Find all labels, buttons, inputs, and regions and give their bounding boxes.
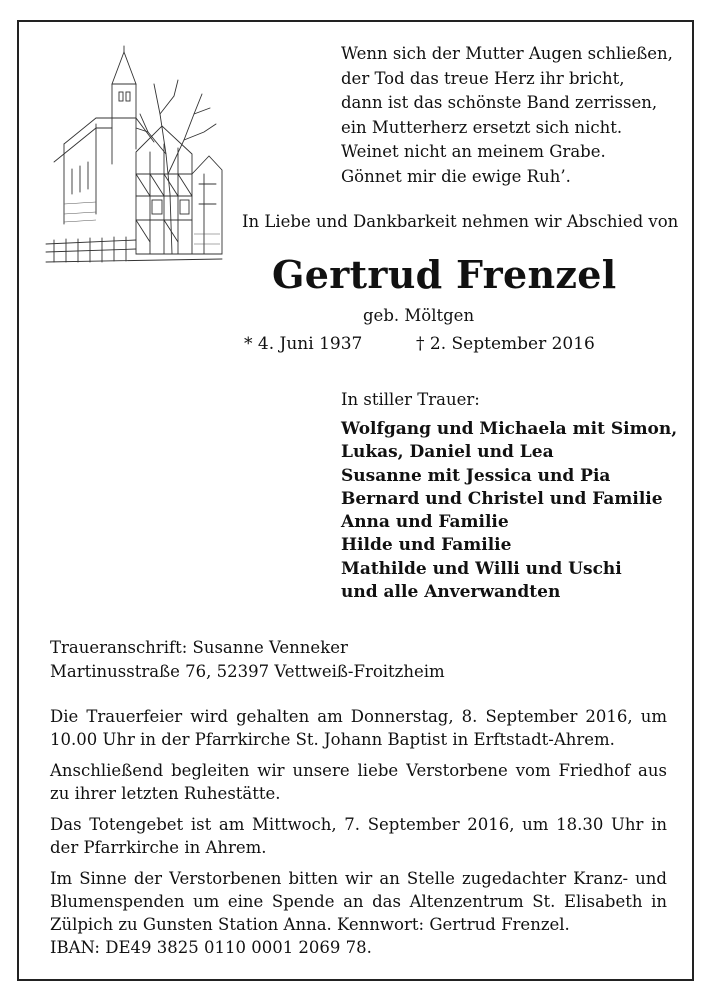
burial-paragraph: Anschließend begleiten wir unsere liebe Verstorbene vom Friedhof aus zu ihrer letzten Ruhestätte. xyxy=(50,761,667,803)
poem-line: Wenn sich der Mutter Augen schließen, xyxy=(341,44,673,63)
funeral-details xyxy=(50,705,667,959)
birth-date: * 4. Juni 1937 xyxy=(244,334,363,354)
mourners-label: In stiller Trauer: xyxy=(341,390,480,409)
mourners-list xyxy=(341,418,677,604)
poem-line: Weinet nicht an meinem Grabe. xyxy=(341,142,606,161)
mourner-entry: Anna und Familie xyxy=(341,512,509,533)
mourner-entry: und alle Anverwandten xyxy=(341,582,561,603)
funeral-service-paragraph: Die Trauerfeier wird gehalten am Donnerstag, 8. September 2016, um 10.00 Uhr in der Pfarrkirche St. Johann Baptist in Erftstadt-Ahrem. xyxy=(50,707,667,749)
mourner-entry: Susanne mit Jessica und Pia xyxy=(341,465,611,486)
mourner-entry: Bernard und Christel und Familie xyxy=(341,488,663,509)
mourner-entry: Wolfgang und Michaela mit Simon, xyxy=(341,419,678,439)
deceased-name: Gertrud Frenzel xyxy=(272,252,617,297)
poem xyxy=(341,42,673,189)
poem-line: Gönnet mir die ewige Ruh’. xyxy=(341,166,571,186)
birth-name: geb. Möltgen xyxy=(363,306,475,325)
mourning-address xyxy=(50,636,445,684)
address-line-street: Martinusstraße 76, 52397 Vettweiß-Froitzheim xyxy=(50,662,445,681)
iban-line: IBAN: DE49 3825 0110 0001 2069 78. xyxy=(50,938,372,957)
address-line-contact: Traueranschrift: Susanne Venneker xyxy=(50,638,348,657)
death-date: † 2. September 2016 xyxy=(416,334,595,354)
farewell-intro: In Liebe und Dankbarkeit nehmen wir Abschied von xyxy=(242,212,679,231)
donation-paragraph: Im Sinne der Verstorbenen bitten wir an Stelle zugedachter Kranz- und Blumenspenden um eine Spende an das Altenzentrum St. Elisabeth in Zülpich zu Gunsten Station Anna. Kennwort: Gertrud Frenzel. xyxy=(50,869,667,934)
mourner-entry: Mathilde und Willi und Uschi xyxy=(341,558,622,579)
church-sketch-illustration xyxy=(44,44,224,269)
mourner-entry: Lukas, Daniel und Lea xyxy=(341,442,554,463)
mourner-entry: Hilde und Familie xyxy=(341,535,512,556)
prayer-paragraph: Das Totengebet ist am Mittwoch, 7. September 2016, um 18.30 Uhr in der Pfarrkirche in Ahrem. xyxy=(50,815,667,857)
poem-line: dann ist das schönste Band zerrissen, xyxy=(341,93,658,112)
poem-line: der Tod das treue Herz ihr bricht, xyxy=(341,68,625,88)
poem-line: ein Mutterherz ersetzt sich nicht. xyxy=(341,117,623,137)
